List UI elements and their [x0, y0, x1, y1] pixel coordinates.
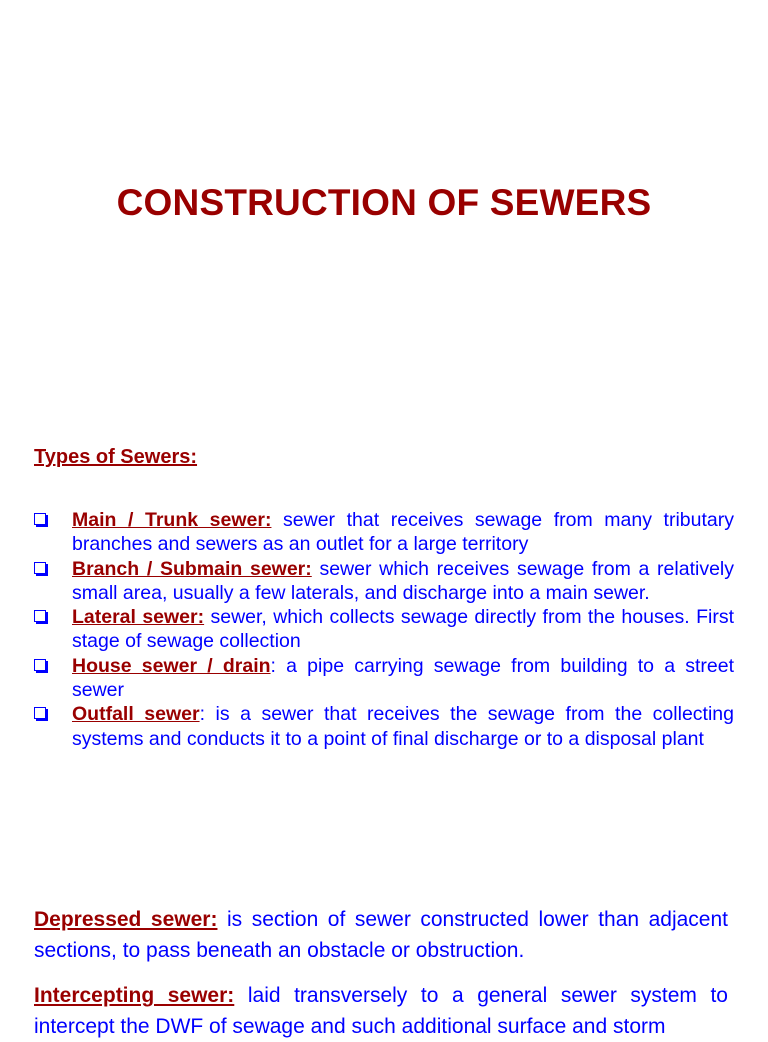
sewer-description: sewer that receives sewage from many tributary branches and sewers as an outlet for a large territory: [72, 509, 734, 556]
intercepting-sewer-paragraph: [34, 980, 728, 1042]
types-of-sewers-heading: Types of Sewers:: [34, 446, 198, 468]
list-item: [34, 508, 734, 557]
sewer-description: sewer, which collects sewage directly from the houses. First stage of sewage collection: [72, 606, 734, 653]
sewer-term: Outfall sewer: [72, 703, 200, 726]
list-item: [34, 557, 734, 606]
intercepting-sewer-term: Intercepting sewer:: [34, 984, 235, 1007]
depressed-sewer-description: is section of sewer constructed lower than adjacent sections, to pass beneath an obstacle or obstruction.: [34, 908, 728, 962]
checkbox-square-icon: [34, 659, 46, 671]
sewer-term: Branch / Submain sewer:: [72, 557, 312, 580]
checkbox-square-icon: [34, 562, 46, 574]
list-item: [34, 702, 734, 751]
sewer-term: House sewer / drain: [72, 654, 271, 677]
depressed-sewer-term: Depressed sewer:: [34, 908, 218, 931]
sewer-description: sewer which receives sewage from a relatively small area, usually a few laterals, and discharge into a main sewer.: [72, 557, 734, 604]
depressed-sewer-paragraph: [34, 904, 728, 966]
checkbox-square-icon: [34, 513, 46, 525]
sewer-types-list: [34, 508, 734, 751]
checkbox-square-icon: [34, 707, 46, 719]
list-item: [34, 654, 734, 703]
sewer-description: : is a sewer that receives the sewage from the collecting systems and conducts it to a point of final discharge or to a disposal plant: [72, 703, 734, 750]
sewer-term: Lateral sewer:: [72, 606, 205, 629]
sewer-term: Main / Trunk sewer:: [72, 509, 272, 531]
page-title: CONSTRUCTION OF SEWERS: [116, 182, 652, 223]
sewer-description: : a pipe carrying sewage from building to a street sewer: [72, 654, 735, 702]
checkbox-square-icon: [34, 610, 46, 622]
intercepting-sewer-description: laid transversely to a general sewer system to intercept the DWF of sewage and such additional surface and storm: [34, 984, 728, 1038]
list-item: [34, 605, 734, 654]
